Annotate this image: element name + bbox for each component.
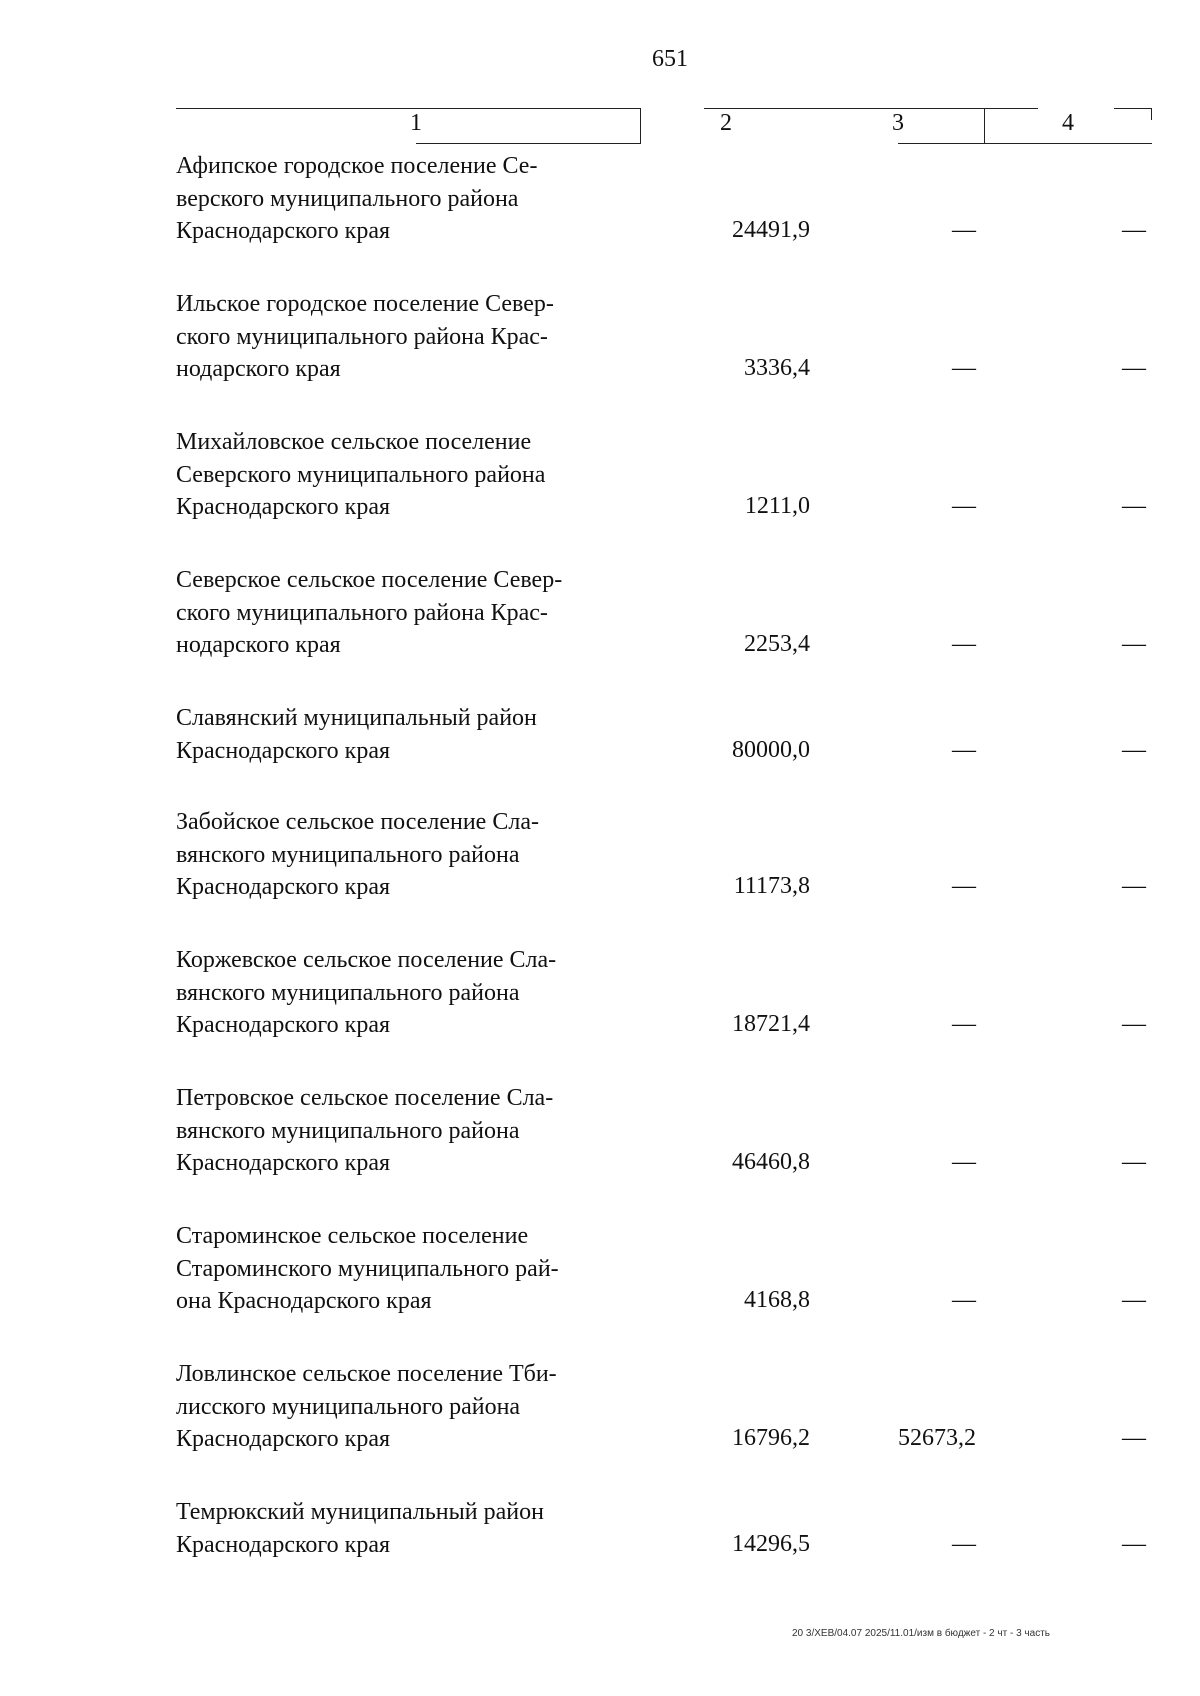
header-top-rule	[176, 108, 640, 109]
row-label-line: Староминское сельское поселение	[176, 1223, 529, 1249]
row-label	[176, 1496, 638, 1561]
value-cell-col3: —	[952, 493, 976, 519]
value-cell-col2: 18721,4	[732, 1011, 810, 1037]
value-cell-col3: —	[952, 1530, 976, 1557]
value-cell-col3: —	[952, 1149, 976, 1175]
row-label-line: Афипское городское поселение Се-	[176, 153, 538, 179]
header-col-3-label: 3	[892, 110, 904, 136]
row-label-line: Славянский муниципальный район	[176, 705, 537, 731]
value-cell-col4: —	[1122, 355, 1146, 381]
row-label-line: Северское сельское поселение Север-	[176, 567, 563, 593]
value-cell-col2: 24491,9	[732, 217, 810, 243]
table-row	[0, 806, 1200, 904]
value-cell-col4: —	[1122, 873, 1146, 899]
value-cell-col2: 11173,8	[733, 873, 810, 899]
header-divider	[640, 108, 641, 144]
row-label	[176, 806, 638, 904]
row-label-line: ского муниципального района Крас-	[176, 599, 548, 626]
row-label-line: Коржевское сельское поселение Сла-	[176, 947, 557, 973]
row-label-line: Краснодарского края	[176, 1012, 391, 1038]
value-cell-col4: —	[1122, 1425, 1146, 1451]
header-bottom-rule	[898, 143, 1152, 144]
row-label	[176, 1358, 638, 1456]
table-row	[0, 426, 1200, 524]
value-cell-col4: —	[1122, 1149, 1146, 1175]
table-row	[0, 564, 1200, 662]
header-top-rule	[704, 108, 1038, 109]
value-cell-col3: —	[952, 631, 976, 657]
table-row	[0, 1496, 1200, 1561]
row-label-line: Забойское сельское поселение Сла-	[176, 809, 539, 835]
header-divider	[1151, 108, 1152, 120]
page-number: 651	[652, 46, 688, 72]
row-label-line: вянского муниципального района	[176, 841, 520, 868]
row-label-line: Петровское сельское поселение Сла-	[176, 1085, 554, 1111]
value-cell-col4: —	[1122, 736, 1146, 763]
value-cell-col3: —	[952, 217, 976, 243]
value-cell-col2: 14296,5	[732, 1530, 810, 1557]
row-label	[176, 702, 638, 767]
row-label	[176, 1082, 638, 1180]
value-cell-col4: —	[1122, 631, 1146, 657]
table-row	[0, 150, 1200, 248]
value-cell-col4: —	[1122, 1011, 1146, 1037]
table-row	[0, 1358, 1200, 1456]
row-label-line: Краснодарского края	[176, 1150, 391, 1176]
value-cell-col4: —	[1122, 1530, 1146, 1557]
value-cell-col2: 80000,0	[732, 736, 810, 763]
row-label-line: Северского муниципального района	[176, 461, 546, 488]
header-top-rule	[1114, 108, 1152, 109]
table-row	[0, 1220, 1200, 1318]
table-row	[0, 944, 1200, 1042]
row-label-line: Краснодарского края	[176, 494, 391, 520]
row-label-line: Староминского муниципального рай-	[176, 1255, 559, 1282]
table-row	[0, 702, 1200, 767]
value-cell-col2: 16796,2	[732, 1425, 810, 1451]
header-bottom-rule	[416, 143, 640, 144]
value-cell-col2: 46460,8	[732, 1149, 810, 1175]
table-row	[0, 1082, 1200, 1180]
value-cell-col3: —	[952, 355, 976, 381]
value-cell-col2: 1211,0	[744, 493, 810, 519]
row-label-line: Михайловское сельское поселение	[176, 429, 532, 455]
header-col-1-label: 1	[410, 110, 422, 136]
value-cell-col4: —	[1122, 217, 1146, 243]
value-cell-col2: 3336,4	[744, 355, 810, 381]
row-label-line: вянского муниципального района	[176, 1117, 520, 1144]
row-label	[176, 1220, 638, 1318]
footer-note: 20 3/XEB/04.07 2025/11.01/изм в бюджет - 2 чт - 3 часть	[792, 1628, 1050, 1639]
row-label-line: Краснодарского края	[176, 874, 391, 900]
table-header	[176, 100, 1152, 144]
row-label-line: Ловлинское сельское поселение Тби-	[176, 1361, 557, 1387]
row-label-line: Краснодарского края	[176, 1531, 391, 1558]
row-label-line: Краснодарского края	[176, 737, 391, 764]
header-divider	[984, 108, 985, 144]
header-col-2-label: 2	[720, 110, 732, 136]
row-label	[176, 426, 638, 524]
value-cell-col4: —	[1122, 493, 1146, 519]
row-label-line: лисского муниципального района	[176, 1393, 521, 1420]
row-label-line: верского муниципального района	[176, 185, 519, 212]
row-label	[176, 288, 638, 386]
row-label	[176, 564, 638, 662]
row-label-line: вянского муниципального района	[176, 979, 520, 1006]
row-label-line: Темрюкский муниципальный район	[176, 1499, 544, 1525]
value-cell-col2: 2253,4	[744, 631, 810, 657]
value-cell-col3: 52673,2	[898, 1425, 976, 1451]
row-label-line: нодарского края	[176, 632, 341, 658]
value-cell-col3: —	[952, 1287, 976, 1313]
row-label-line: Ильское городское поселение Север-	[176, 291, 554, 317]
value-cell-col3: —	[952, 736, 976, 763]
table-row	[0, 288, 1200, 386]
row-label-line: ского муниципального района Крас-	[176, 323, 548, 350]
value-cell-col3: —	[952, 1011, 976, 1037]
row-label-line: Краснодарского края	[176, 218, 391, 244]
row-label	[176, 150, 638, 248]
value-cell-col2: 4168,8	[744, 1287, 810, 1313]
value-cell-col3: —	[952, 873, 976, 899]
header-col-4-label: 4	[1062, 110, 1074, 136]
row-label	[176, 944, 638, 1042]
row-label-line: Краснодарского края	[176, 1426, 391, 1452]
value-cell-col4: —	[1122, 1287, 1146, 1313]
row-label-line: она Краснодарского края	[176, 1288, 432, 1314]
row-label-line: нодарского края	[176, 356, 341, 382]
